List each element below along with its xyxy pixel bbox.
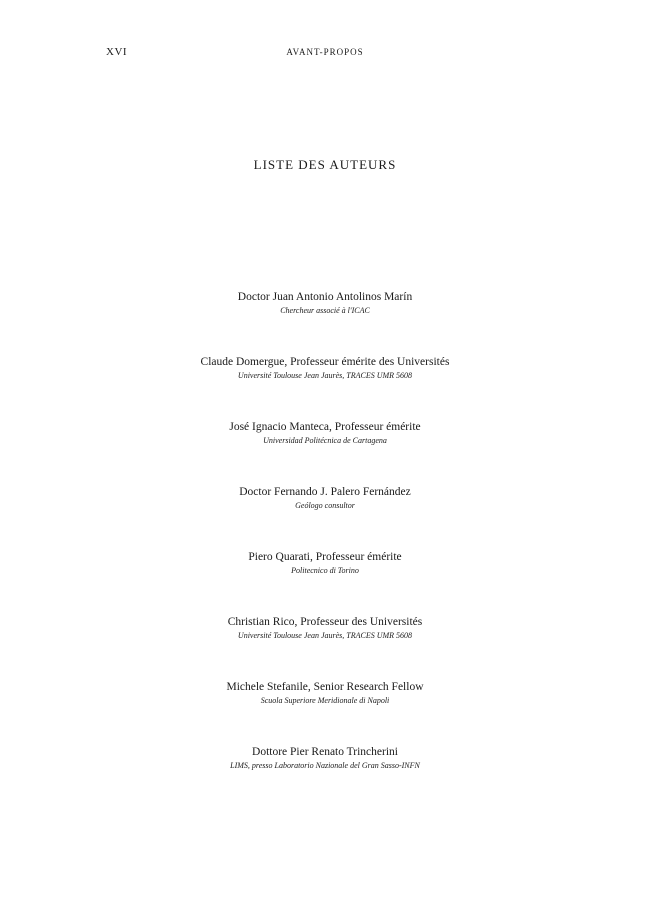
author-entry: [0, 290, 650, 355]
author-name: Michele Stefanile, Senior Research Fellow: [226, 681, 424, 693]
author-entry: [0, 550, 650, 615]
author-entry: [0, 485, 650, 550]
author-entry: [0, 615, 650, 680]
author-affiliation: Scuola Superiore Meridionale di Napoli: [260, 696, 390, 705]
author-name: Claude Domergue, Professeur émérite des Universités: [200, 356, 450, 368]
author-name: Piero Quarati, Professeur émérite: [248, 551, 402, 563]
author-affiliation: Université Toulouse Jean Jaurès, TRACES UMR 5608: [237, 371, 413, 380]
author-affiliation: Université Toulouse Jean Jaurès, TRACES UMR 5608: [237, 631, 413, 640]
author-affiliation: Universidad Politécnica de Cartagena: [263, 436, 387, 445]
page-number: XVI: [106, 46, 128, 58]
author-name: Dottore Pier Renato Trincherini: [252, 746, 398, 758]
author-name: Christian Rico, Professeur des Universités: [227, 616, 423, 628]
author-name: José Ignacio Manteca, Professeur émérite: [229, 421, 421, 433]
page-title: LISTE DES AUTEURS: [253, 157, 397, 172]
author-entry: [0, 420, 650, 485]
author-name: Doctor Fernando J. Palero Fernández: [239, 486, 411, 498]
author-entry: [0, 355, 650, 420]
author-affiliation: Chercheur associé à l'ICAC: [280, 306, 370, 315]
author-list: [0, 290, 650, 810]
running-head: AVANT-PROPOS: [286, 47, 364, 57]
author-name: Doctor Juan Antonio Antolinos Marín: [237, 291, 413, 303]
author-affiliation: LIMS, presso Laboratorio Nazionale del Gran Sasso-INFN: [230, 761, 420, 770]
author-entry: [0, 680, 650, 745]
author-entry: [0, 745, 650, 810]
author-affiliation: Geólogo consultor: [295, 501, 355, 510]
author-affiliation: Politecnico di Torino: [291, 566, 359, 575]
